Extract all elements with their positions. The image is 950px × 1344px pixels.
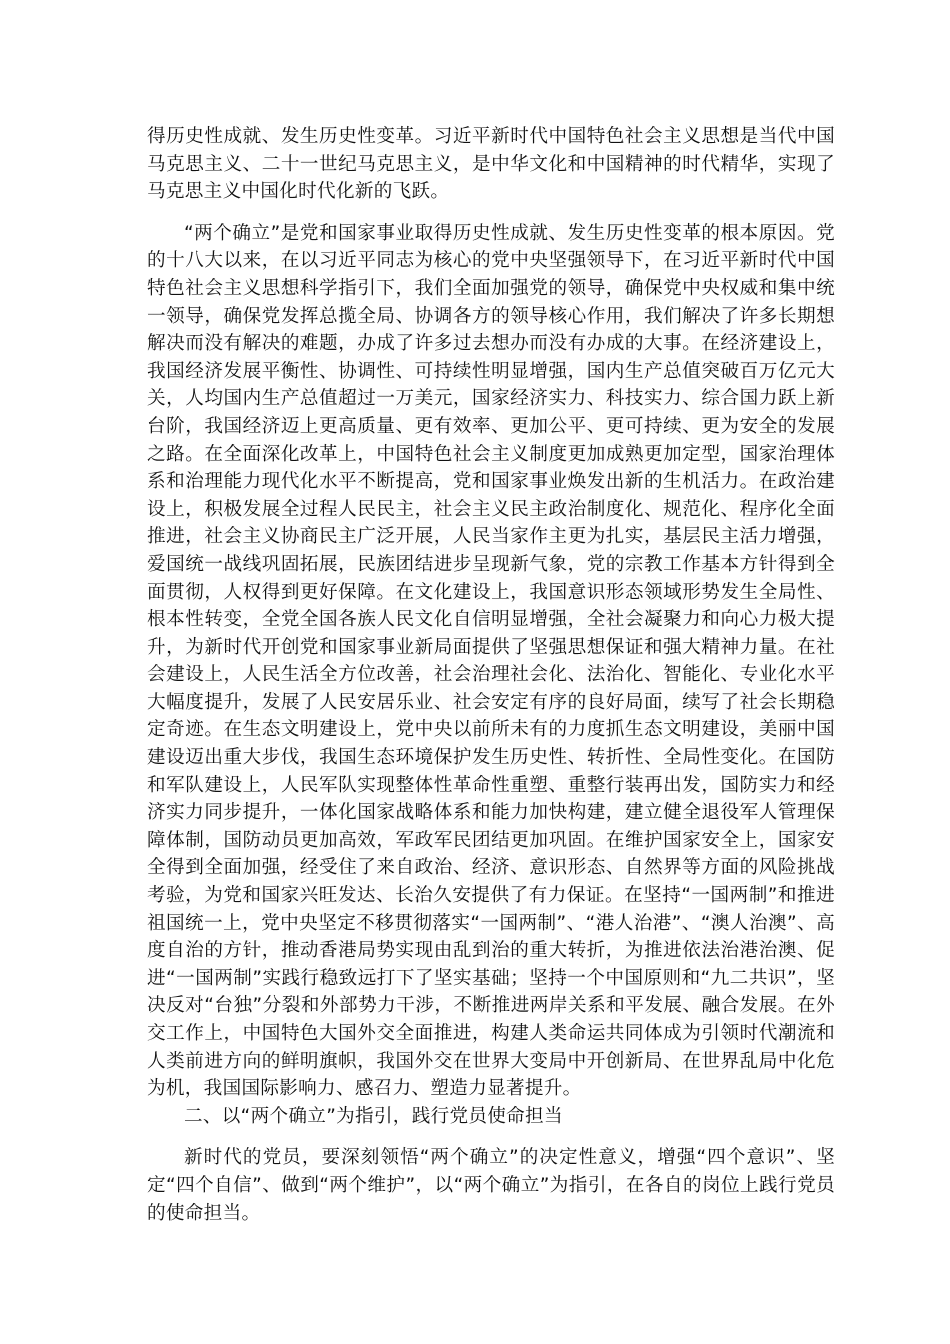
paragraph-continuation: 得历史性成就、发生历史性变革。习近平新时代中国特色社会主义思想是当代中国马克思主义、二十一世纪马克思主义，是中华文化和中国精神的时代精华，实现了马克思主义中国化时代化新的飞跃。 [147, 126, 835, 203]
section-heading-two: 二、以“两个确立”为指引，践行党员使命担当 [184, 1105, 563, 1127]
document-page [147, 123, 835, 1227]
paragraph-party-members: 新时代的党员，要深刻领悟“两个确立”的决定性意义，增强“四个意识”、坚定“四个自信”、做到“两个维护”，以“两个确立”为指引，在各自的岗位上践行党员的使命担当。 [147, 1147, 835, 1224]
paragraph-two-establishments: “两个确立”是党和国家事业取得历史性成就、发生历史性变革的根本原因。党的十八大以来，在以习近平同志为核心的党中央坚强领导下，在习近平新时代中国特色社会主义思想科学指引下，我们全面加强党的领导，确保党中央权威和集中统一领导，确保党发挥总揽全局、协调各方的领导核心作用，我们解决了许多长期想解决而没有解决的难题，办成了许多过去想办而没有办成的大事。在经济建设上，我国经济发展平衡性、协调性、可持续性明显增强，国内生产总值突破百万亿元大关，人均国内生产总值超过一万美元，国家经济实力、科技实力、综合国力跃上新台阶，我国经济迈上更高质量、更有效率、更加公平、更可持续、更为安全的发展之路。在全面深化改革上，中国特色社会主义制度更加成熟更加定型，国家治理体系和治理能力现代化水平不断提高，党和国家事业焕发出新的生机活力。在政治建设上，积极发展全过程人民民主，社会主义民主政治制度化、规范化、程序化全面推进，社会主义协商民主广泛开展，人民当家作主更为扎实，基层民主活力增强，爱国统一战线巩固拓展，民族团结进步呈现新气象，党的宗教工作基本方针得到全面贯彻，人权得到更好保障。在文化建设上，我国意识形态领域形势发生全局性、根本性转变，全党全国各族人民文化自信明显增强，全社会凝聚力和向心力极大提升，为新时代开创党和国家事业新局面提供了坚强思想保证和强大精神力量。在社会建设上，人民生活全方位改善，社会治理社会化、法治化、智能化、专业化水平大幅度提升，发展了人民安居乐业、社会安定有序的良好局面，续写了社会长期稳定奇迹。在生态文明建设上，党中央以前所未有的力度抓生态文明建设，美丽中国建设迈出重大步伐，我国生态环境保护发生历史性、转折性、全局性变化。在国防和军队建设上，人民军队实现整体性革命性重塑、重整行装再出发，国防实力和经济实力同步提升，一体化国家战略体系和能力加快构建，建立健全退役军人管理保障体制，国防动员更加高效，军政军民团结更加巩固。在维护国家安全上，国家安全得到全面加强，经受住了来自政治、经济、意识形态、自然界等方面的风险挑战考验，为党和国家兴旺发达、长治久安提供了有力保证。在坚持“一国两制”和推进祖国统一上，党中央坚定不移贯彻落实“一国两制”、“港人治港”、“澳人治澳”、高度自治的方针，推动香港局势实现由乱到治的重大转折，为推进依法治港治澳、促进“一国两制”实践行稳致远打下了坚实基础；坚持一个中国原则和“九二共识”，坚决反对“台独”分裂和外部势力干涉，不断推进两岸关系和平发展、融合发展。在外交工作上，中国特色大国外交全面推进，构建人类命运共同体成为引领时代潮流和人类前进方向的鲜明旗帜，我国外交在世界大变局中开创新局、在世界乱局中化危为机，我国国际影响力、感召力、塑造力显著提升。 [147, 222, 835, 1100]
